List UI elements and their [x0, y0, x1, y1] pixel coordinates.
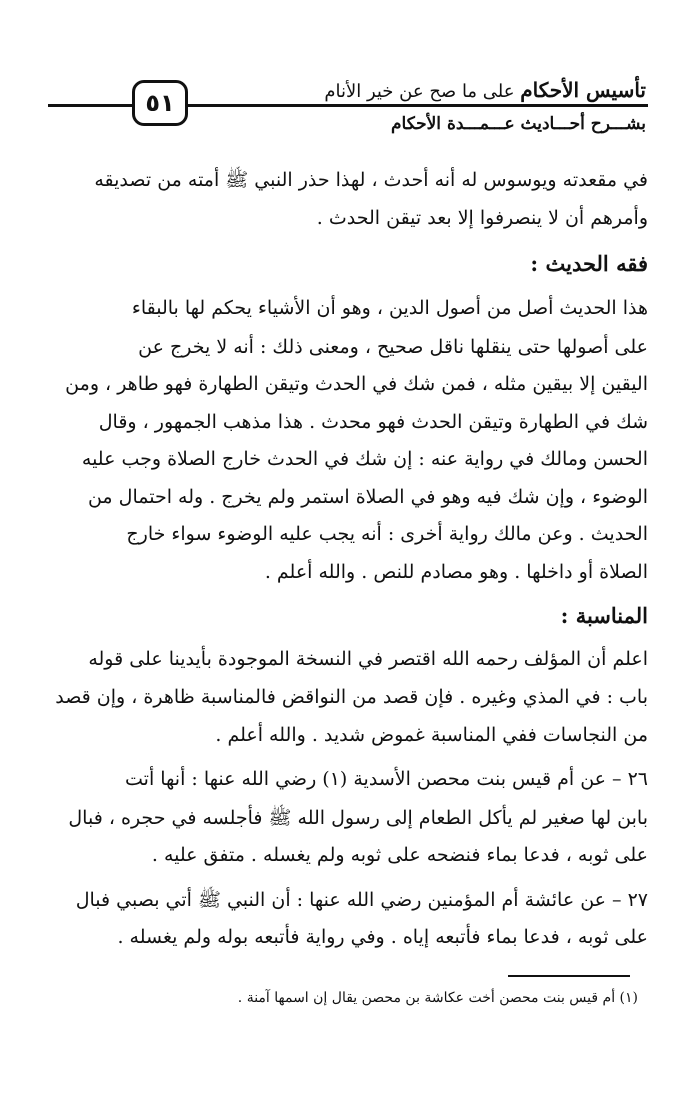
text-line: الحديث . وعن مالك رواية أخرى : أنه يجب عليه الوضوء سواء خارج [126, 523, 648, 545]
text-line: في مقعدته ويوسوس له أنه أحدث ، لهذا حذر النبي ﷺ أمته من تصديقه [94, 169, 648, 191]
text-line: الوضوء ، وإن شك فيه وهو في الصلاة استمر ولم يخرج . وله احتمال من [87, 486, 648, 508]
text-line: الصلاة أو داخلها . وهو مصادم للنص . والله أعلم . [264, 561, 648, 583]
header-rule-left [48, 104, 136, 107]
footnote-rule [508, 975, 630, 977]
footnote: (١) أم قيس بنت محصن أخت عكاشة بن محصن يقال إن اسمها آمنة . [237, 990, 638, 1006]
text-line: على أصولها حتى ينقلها ناقل صحيح ، ومعنى ذلك : أنه لا يخرج عن [138, 336, 648, 358]
text-line: من النجاسات ففي المناسبة غموض شديد . والله أعلم . [215, 724, 648, 746]
book-title-bold: تأسيس الأحكام [520, 78, 646, 102]
page-number: ٥١ [132, 80, 188, 126]
text-line: شك في الطهارة وتيقن الحدث فهو محدث . هذا مذهب الجمهور ، وقال [98, 411, 648, 433]
text-line: الحسن ومالك في رواية عنه : إن شك في الحدث خارج الصلاة وجب عليه [81, 448, 648, 470]
hadith-26-line: ٢٦ – عن أم قيس بنت محصن الأسدية (١) رضي الله عنها : أنها أتت [125, 768, 648, 790]
text-line: هذا الحديث أصل من أصول الدين ، وهو أن الأشياء يحكم لها بالبقاء [131, 297, 648, 319]
hadith-26-line: على ثوبه ، فدعا بماء فنضحه على ثوبه ولم يغسله . متفق عليه . [151, 844, 648, 866]
hadith-27-line: ٢٧ – عن عائشة أم المؤمنين رضي الله عنها : أن النبي ﷺ أتي بصبي فبال [75, 889, 648, 911]
hadith-27-line: على ثوبه ، فدعا بماء فأتبعه إياه . وفي رواية فأتبعه بوله ولم يغسله . [117, 926, 648, 948]
hadith-26-line: بابن لها صغير لم يأكل الطعام إلى رسول الله ﷺ فأجلسه في حجره ، فبال [68, 807, 648, 829]
book-title-rest: على ما صح عن خير الأنام [324, 81, 515, 102]
text-line: باب : في المذي وغيره . فإن قصد من النواقض فالمناسبة ظاهرة ، وإن قصد [55, 686, 648, 708]
book-title [324, 78, 646, 102]
text-line: وأمرهم أن لا ينصرفوا إلا بعد تيقن الحدث . [316, 207, 648, 229]
text-line: اليقين إلا بيقين مثله ، فمن شك في الحدث وتيقن الطهارة فهو طاهر ، ومن [65, 373, 648, 395]
section-heading-fiqh: فقه الحديث : [530, 251, 648, 276]
header-rule-right [188, 104, 648, 107]
text-line: اعلم أن المؤلف رحمه الله اقتصر في النسخة الموجودة بأيدينا على قوله [88, 648, 648, 670]
book-subtitle: بشـــرح أحـــاديث عـــمـــدة الأحكام [391, 114, 646, 134]
section-heading-munasaba: المناسبة : [560, 603, 648, 628]
